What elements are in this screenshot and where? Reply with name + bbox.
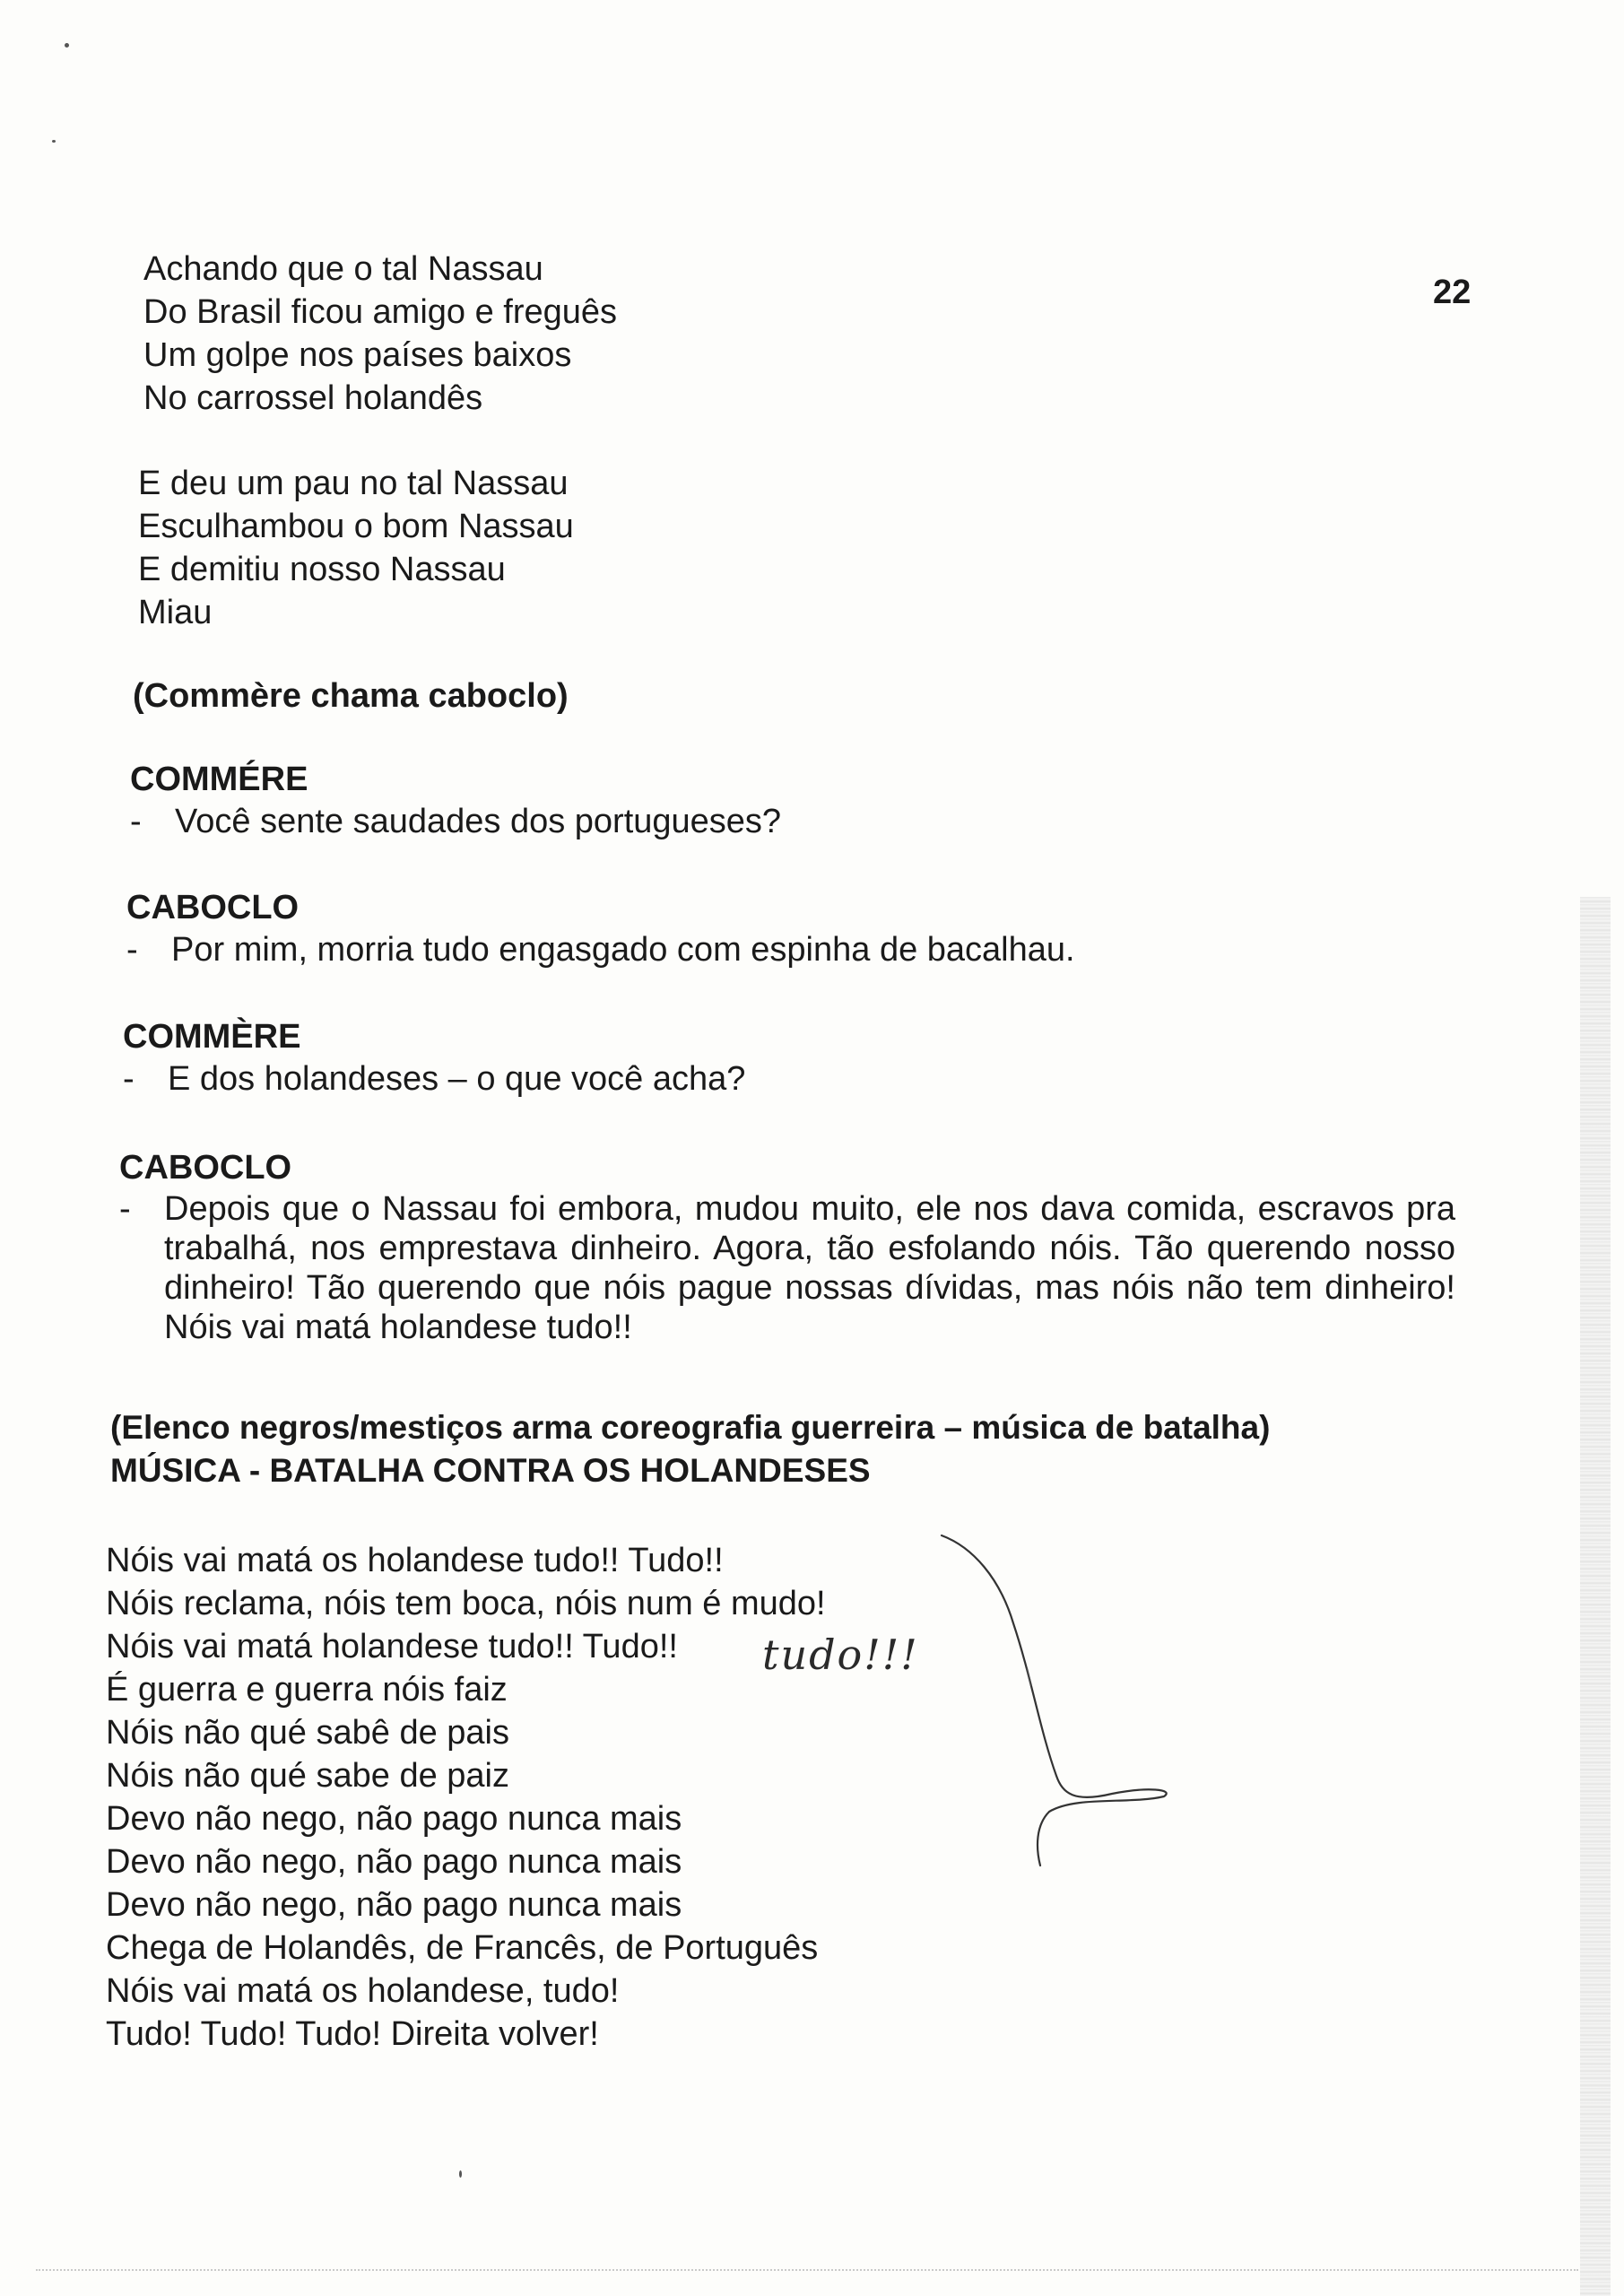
stanza-1: [143, 248, 617, 420]
verse-line: Um golpe nos países baixos: [143, 336, 572, 374]
verse-line: Esculhambou o bom Nassau: [138, 508, 574, 545]
dialogue-line: - Depois que o Nassau foi embora, mudou muito, ele nos dava comida, escravos pra trabalhá, nos emprestava dinheiro. Agora, tão esfolando nóis. Tão querendo nosso dinheiro! Tão querendo que nóis pague nossas dívidas, mas nóis não tem dinheiro! Nóis vai matá holandese tudo!!: [119, 1189, 1455, 1347]
verse-line: Miau: [138, 594, 213, 631]
song-lyrics: [106, 1539, 826, 2056]
lyric-line: Devo não nego, não pago nunca mais: [106, 1886, 682, 1924]
dialogue-block: [123, 1015, 1468, 1100]
stage-direction: [133, 674, 569, 718]
lyric-line: Tudo! Tudo! Tudo! Direita volver!: [106, 2015, 599, 2053]
stage-direction-text: (Commère chama caboclo): [133, 677, 569, 715]
lyric-line: Chega de Holandês, de Francês, de Português: [106, 1929, 819, 1967]
verse-line: No carrossel holandês: [143, 379, 483, 417]
verse-line: Do Brasil ficou amigo e freguês: [143, 293, 618, 331]
scan-border-artifact: [36, 2269, 1578, 2271]
lyric-line: Nóis vai matá os holandese tudo!! Tudo!!: [106, 1542, 724, 1579]
scan-speck: [52, 140, 56, 143]
handwritten-note: tudo!!!: [762, 1631, 919, 1679]
dialogue-block: [119, 1146, 1455, 1347]
verse-line: E deu um pau no tal Nassau: [138, 465, 569, 502]
speaker-name: COMMÈRE: [123, 1018, 301, 1056]
stage-direction-text: (Elenco negros/mestiços arma coreografia guerreira – música de batalha): [110, 1409, 1271, 1446]
dialogue-line: - Você sente saudades dos portugueses?: [130, 801, 1475, 842]
lyric-line: Devo não nego, não pago nunca mais: [106, 1843, 682, 1881]
page-number: 22: [1433, 274, 1472, 311]
lyric-line: Nóis reclama, nóis tem boca, nóis num é mudo!: [106, 1585, 826, 1622]
lyric-line: Devo não nego, não pago nunca mais: [106, 1800, 682, 1838]
scan-speck: [65, 43, 69, 48]
music-title: MÚSICA - BATALHA CONTRA OS HOLANDESES: [110, 1452, 871, 1489]
verse-line: E demitiu nosso Nassau: [138, 551, 506, 588]
lyric-line: Nóis não qué sabê de pais: [106, 1714, 509, 1752]
lyric-line: É guerra e guerra nóis faiz: [106, 1671, 508, 1709]
speaker-name: CABOCLO: [119, 1149, 292, 1187]
scan-speck: [459, 2170, 462, 2178]
dialogue-line: - Por mim, morria tudo engasgado com espinha de bacalhau.: [126, 929, 1472, 970]
speaker-name: CABOCLO: [126, 889, 300, 926]
dialogue-block: [126, 886, 1472, 970]
stanza-2: [138, 462, 574, 634]
lyric-line: Nóis vai matá os holandese, tudo!: [106, 1972, 620, 2010]
speaker-name: COMMÉRE: [130, 761, 308, 798]
stage-direction: [110, 1406, 1270, 1492]
dialogue-line: - E dos holandeses – o que você acha?: [123, 1058, 1468, 1100]
lyric-line: Nóis não qué sabe de paiz: [106, 1757, 509, 1795]
dialogue-block: [130, 758, 1475, 842]
verse-line: Achando que o tal Nassau: [143, 250, 543, 288]
lyric-line: Nóis vai matá holandese tudo!! Tudo!!: [106, 1628, 678, 1665]
scan-edge-artifact: [1580, 897, 1611, 2296]
